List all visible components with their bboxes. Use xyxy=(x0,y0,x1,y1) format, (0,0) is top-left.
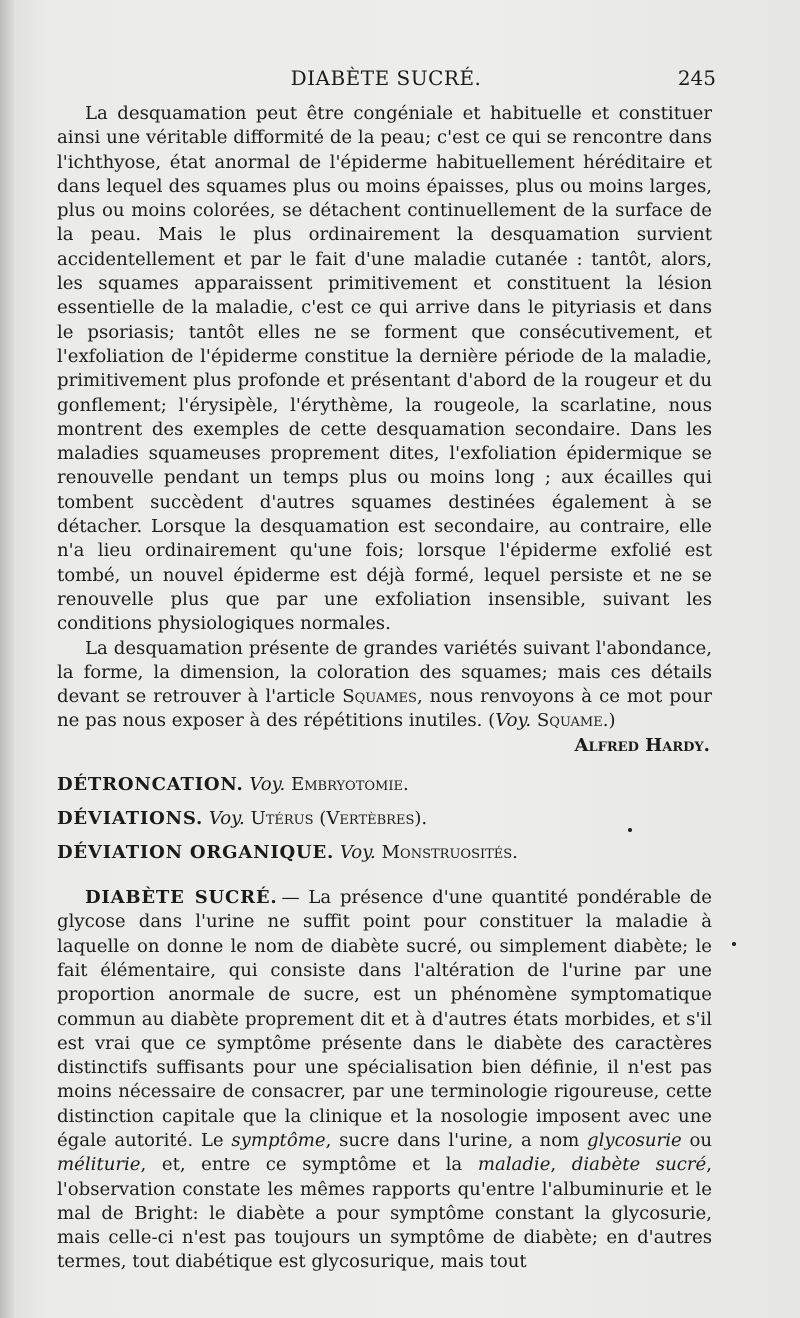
diabete-text-6: , l'observation constate les mêmes rapports qu'entre l'albuminurie et le mal de Bright: le diabète a pour symptôme constant la glycosurie, mais celle-ci n'est pas toujours un symptôme de diabète; en d'autres termes, tout diabétique est glycosurique, mais tout xyxy=(57,1154,712,1273)
paragraph-desquamation: La desquamation peut être congéniale et habituelle et constituer ainsi une véritable difformité de la peau; c'est ce qui se rencontre dans l'ichthyose, état anormal de l'épiderme habituellement héréditaire et dans lequel des squames plus ou moins épaisses, plus ou moins larges, plus ou moins colorées, se détachent continuellement de la surface de la peau. Mais le plus ordinairement la desquamation survient accidentellement et par le fait d'une maladie cutanée : tantôt, alors, les squames apparaissent primitivement et constituent la lésion essentielle de la maladie, c'est ce qui arrive dans le pityriasis et dans le psoriasis; tantôt elles ne se forment que consécutivement, et l'exfoliation de l'épiderme constitue la dernière période de la maladie, primitivement plus profonde et présentant d'abord de la rougeur et du gonflement; l'érysipèle, l'érythème, la rougeole, la scarlatine, nous montrent des exemples de cette desquamation secondaire. Dans les maladies squameuses proprement dites, l'exfoliation épidermique se renouvelle pendant un temps plus ou moins long ; aux écailles qui tombent succèdent d'autres squames destinées également à se détacher. Lorsque la desquamation est secondaire, au contraire, elle n'a lieu ordinairement qu'une fois; lorsque l'épiderme exfolié est tombé, un nouvel épiderme est déjà formé, lequel persiste et ne se renouvelle plus que par une exfoliation insensible, suivant les conditions physiologiques normales. xyxy=(57,103,712,635)
entry-diabete-sucre xyxy=(57,886,712,1275)
paragraph-desquamation-varieties xyxy=(57,637,712,734)
cross-reference: Monstruosités. xyxy=(381,842,518,864)
headword: DÉTRONCATION. xyxy=(57,774,244,796)
voy-label: Voy. xyxy=(249,774,286,796)
ink-speck xyxy=(732,942,736,946)
cross-reference-squames: Squames xyxy=(342,686,417,708)
cross-reference: Utérus (Vertèbres). xyxy=(250,808,428,830)
entry-deviation-organique xyxy=(57,836,712,870)
page-gutter-shadow xyxy=(0,0,14,1318)
term-maladie: maladie xyxy=(477,1154,551,1176)
page-text xyxy=(57,102,712,1275)
cross-reference: Embryotomie. xyxy=(291,774,409,796)
diabete-text-2: , sucre dans l'urine, a nom xyxy=(325,1129,587,1151)
page-header xyxy=(56,66,716,94)
headword: DÉVIATION ORGANIQUE. xyxy=(57,842,335,864)
diabete-text-1: — La présence d'une quantité pondérable de glycose dans l'urine ne suffit point pour constituer la maladie à laquelle on donne le nom de diabète sucré, ou simplement diabète; le fait élémentaire, qui consiste dans l'altération de l'urine par une proportion anormale de sucre, est un phénomène symptomatique commun au diabète proprement dit et à d'autres états morbides, et s'il est vrai que ce symptôme présente dans le diabète des caractères distinctifs suffisants pour une spécialisation bien définie, il n'est pas moins nécessaire de consacrer, par une terminologie rigoureuse, cette distinction capitale que la clinique et la nosologie imposent avec une égale autorité. Le xyxy=(57,887,713,1151)
diabete-text-4: , et, entre ce symptôme et la xyxy=(140,1154,478,1176)
para2-text-1: La desquamation présente de grandes variétés suivant l'abondance, la forme, la dimension, la coloration des squames; mais ces détails devant se retrouver à l'article xyxy=(57,637,712,708)
author-signature: Alfred Hardy. xyxy=(574,734,710,756)
para2-text-3: .) xyxy=(602,710,616,732)
term-glycosurie: glycosurie xyxy=(587,1129,682,1151)
term-diabete-sucre: diabète sucré xyxy=(571,1154,707,1176)
entry-deviations xyxy=(57,802,712,836)
headword: DÉVIATIONS. xyxy=(57,808,204,830)
diabete-text-3: ou xyxy=(681,1129,712,1151)
para2-text-2: , nous renvoyons à ce mot pour ne pas nous exposer à des répétitions inutiles. ( xyxy=(57,686,712,732)
entry-detroncation xyxy=(57,768,712,802)
running-title: DIABÈTE SUCRÉ. xyxy=(290,66,482,90)
voy-label: Voy. xyxy=(208,808,245,830)
term-meliturie: méliturie xyxy=(57,1154,141,1176)
ink-speck xyxy=(628,828,632,832)
voy-label: Voy. xyxy=(339,842,376,864)
cross-reference-squame: Squame xyxy=(536,710,603,732)
page-number: 245 xyxy=(677,66,716,90)
headword-diabete-sucre: DIABÈTE SUCRÉ. xyxy=(85,887,278,909)
term-symptome: symptôme xyxy=(231,1129,326,1151)
voy-label: Voy. xyxy=(495,710,532,732)
diabete-text-5: , xyxy=(550,1154,572,1176)
